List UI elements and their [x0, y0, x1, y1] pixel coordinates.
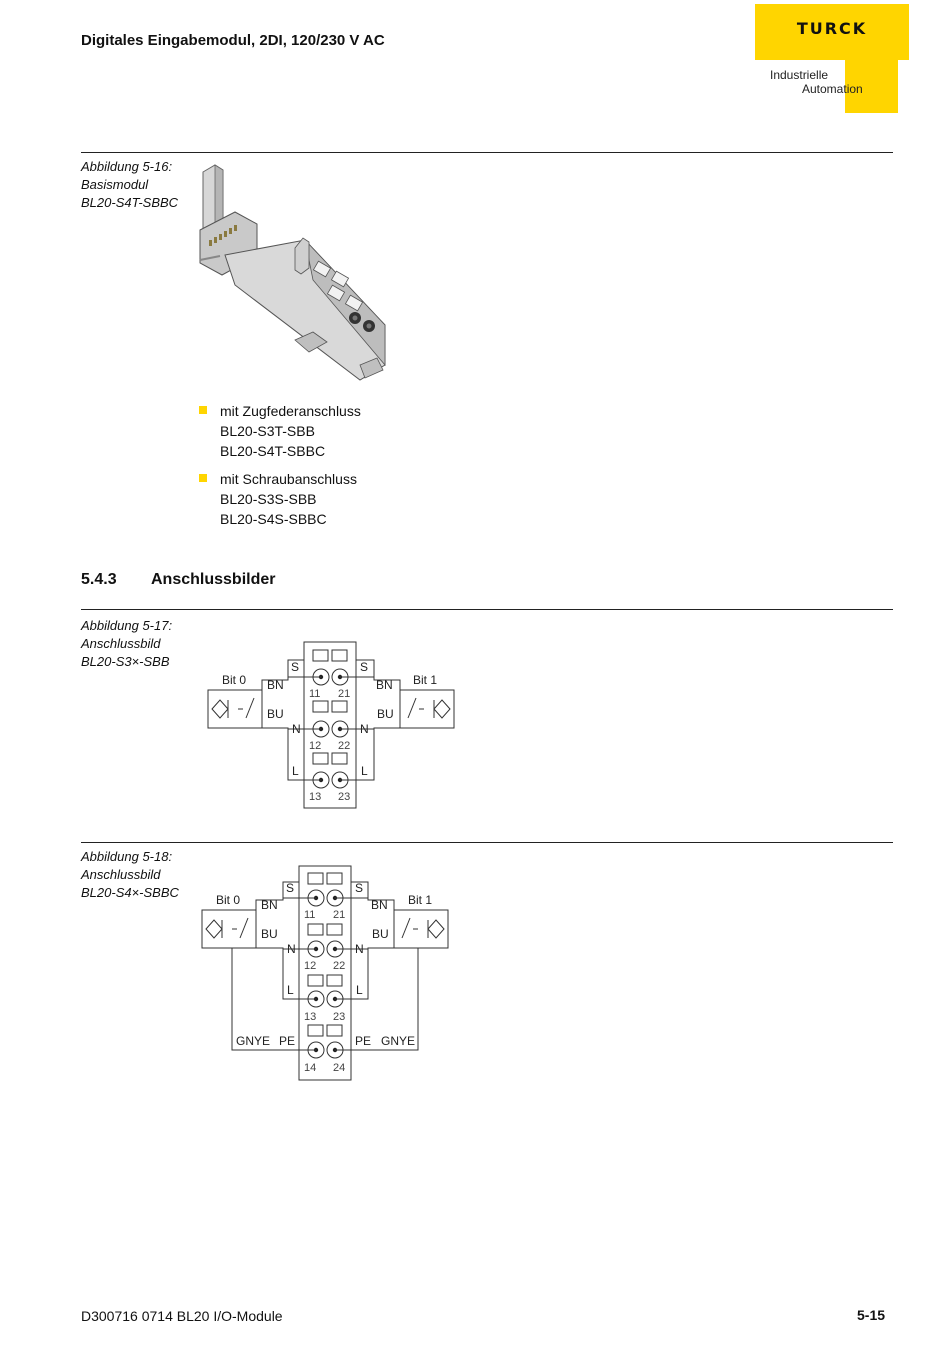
- caption-line: BL20-S3×-SBB: [81, 654, 170, 669]
- divider: [81, 609, 893, 610]
- n-left-label: N: [292, 722, 301, 736]
- figure-caption: [81, 848, 191, 902]
- caption-line: BL20-S4T-SBBC: [81, 195, 179, 210]
- sensor-bit1-icon: [400, 690, 454, 728]
- s-right-label: S: [360, 660, 369, 674]
- bn-left-label: BN: [261, 898, 278, 912]
- terminal-number: 22: [338, 740, 351, 752]
- gnye-right-label: GNYE: [381, 1034, 416, 1048]
- terminal-number: 23: [338, 791, 351, 803]
- base-module-image: [195, 160, 395, 385]
- bullet-square-icon: [199, 474, 207, 482]
- section-heading: [81, 571, 275, 589]
- s-left-label: S: [286, 881, 295, 895]
- terminal-number: 13: [304, 1011, 317, 1023]
- caption-line: Anschlussbild: [81, 636, 161, 651]
- n-left-label: N: [287, 942, 296, 956]
- variant-list: [198, 401, 361, 537]
- sensor-bit0-icon: [202, 910, 256, 948]
- wiring-diagram-s3x: [200, 640, 465, 812]
- caption-line: BL20-S4×-SBBC: [81, 885, 179, 900]
- bit1-label: Bit 1: [408, 893, 433, 907]
- wiring-diagram-s4x: [198, 864, 463, 1084]
- caption-line: Anschlussbild: [81, 867, 161, 882]
- s-right-label: S: [355, 881, 364, 895]
- l-left-label: L: [287, 983, 294, 997]
- divider: [81, 152, 893, 153]
- pe-right-label: PE: [355, 1034, 372, 1048]
- bit0-label: Bit 0: [216, 893, 241, 907]
- list-item-text: BL20-S3T-SBB: [220, 423, 315, 439]
- figure-caption: [81, 158, 191, 212]
- logo-line2: Automation: [802, 82, 863, 96]
- bu-right-label: BU: [377, 707, 394, 721]
- list-item-text: mit Zugfederanschluss: [220, 403, 361, 419]
- bit1-label: Bit 1: [413, 673, 438, 687]
- terminal-number: 14: [304, 1062, 317, 1074]
- sensor-bit1-icon: [394, 910, 448, 948]
- terminal-block: [304, 642, 356, 808]
- terminal-number: 13: [309, 791, 322, 803]
- page-header-title: Digitales Eingabemodul, 2DI, 120/230 V AC: [81, 32, 385, 49]
- list-item-text: mit Schraubanschluss: [220, 471, 357, 487]
- caption-line: Abbildung 5-16:: [81, 159, 173, 174]
- figure-caption: [81, 617, 191, 671]
- l-right-label: L: [361, 764, 368, 778]
- bn-right-label: BN: [376, 678, 393, 692]
- gnye-left-label: GNYE: [236, 1034, 271, 1048]
- terminal-number: 11: [304, 909, 316, 921]
- list-item-text: BL20-S3S-SBB: [220, 491, 317, 507]
- terminal-number: 12: [304, 960, 317, 972]
- terminal-number: 22: [333, 960, 346, 972]
- list-item-text: BL20-S4T-SBBC: [220, 443, 326, 459]
- caption-line: Abbildung 5-18:: [81, 849, 173, 864]
- bu-left-label: BU: [267, 707, 284, 721]
- divider: [81, 842, 893, 843]
- logo-brand: TURCK: [796, 19, 868, 38]
- logo-line1: Industrielle: [770, 68, 829, 82]
- n-right-label: N: [360, 722, 369, 736]
- terminal-number: 11: [309, 688, 321, 700]
- section-number: 5.4.3: [81, 571, 117, 588]
- page-number: 5-15: [857, 1307, 886, 1323]
- bn-right-label: BN: [371, 898, 388, 912]
- section-title: Anschlussbilder: [151, 571, 276, 588]
- caption-line: Abbildung 5-17:: [81, 618, 173, 633]
- terminal-number: 24: [333, 1062, 346, 1074]
- terminal-number: 23: [333, 1011, 346, 1023]
- bn-left-label: BN: [267, 678, 284, 692]
- footer-doc-id: D300716 0714 BL20 I/O-Module: [81, 1308, 283, 1324]
- terminal-number: 21: [333, 909, 346, 921]
- list-item-text: BL20-S4S-SBBC: [220, 511, 327, 527]
- l-right-label: L: [356, 983, 363, 997]
- terminal-number: 12: [309, 740, 322, 752]
- n-right-label: N: [355, 942, 364, 956]
- l-left-label: L: [292, 764, 299, 778]
- s-left-label: S: [291, 660, 300, 674]
- sensor-bit0-icon: [208, 690, 262, 728]
- bit0-label: Bit 0: [222, 673, 247, 687]
- bullet-square-icon: [199, 406, 207, 414]
- bu-right-label: BU: [372, 927, 389, 941]
- pe-left-label: PE: [279, 1034, 296, 1048]
- caption-line: Basismodul: [81, 177, 149, 192]
- bu-left-label: BU: [261, 927, 278, 941]
- terminal-number: 21: [338, 688, 351, 700]
- list-item: [198, 469, 361, 529]
- list-item: [198, 401, 361, 461]
